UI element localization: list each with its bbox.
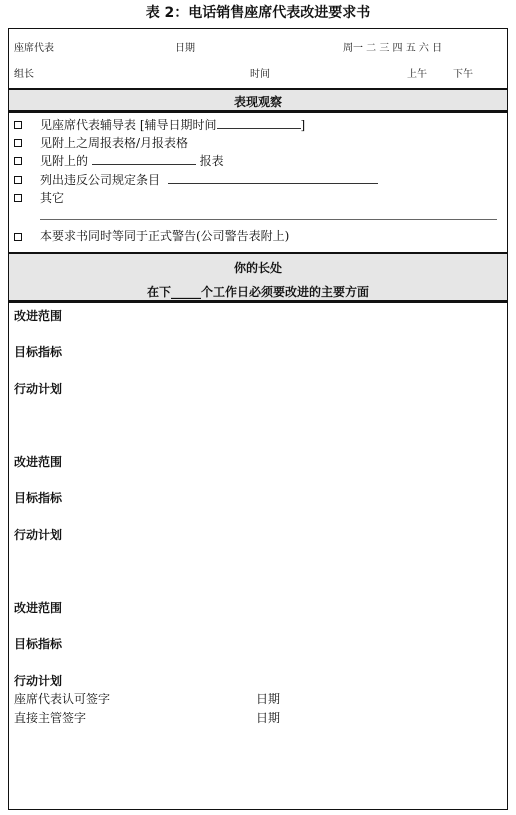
checkbox-coaching-form[interactable]: [14, 121, 22, 129]
improvement-area-label: 改进范围: [14, 455, 63, 469]
checkbox-warning[interactable]: [14, 233, 22, 241]
target-label: 目标指标: [14, 345, 63, 359]
item-weekly-report: 见附上之周报表格/月报表格: [40, 136, 189, 150]
divider: [8, 300, 508, 303]
supervisor-signature-date: 日期: [256, 711, 281, 725]
action-plan-label: 行动计划: [14, 674, 63, 688]
target-label: 目标指标: [14, 637, 63, 651]
pm-option[interactable]: 下午: [453, 69, 473, 80]
improvement-prompt: 在下_____个工作日必须要改进的主要方面: [146, 285, 369, 299]
date-label: 日期: [175, 43, 195, 54]
checkbox-attached-report[interactable]: [14, 157, 22, 165]
divider: [8, 110, 508, 113]
improvement-area-label: 改进范围: [14, 309, 63, 323]
rep-signature-label: 座席代表认可签字: [14, 692, 111, 706]
action-plan-label: 行动计划: [14, 528, 63, 542]
time-label: 时间: [250, 69, 270, 80]
checkbox-violations[interactable]: [14, 176, 22, 184]
other-write-line[interactable]: [40, 219, 497, 220]
page-title: 表 2：电话销售座席代表改进要求书: [145, 5, 371, 21]
target-label: 目标指标: [14, 491, 63, 505]
item-coaching-form: 见座席代表辅导表 [辅导日期时间 ]: [40, 118, 306, 132]
weekday-options[interactable]: 周一 二 三 四 五 六 日: [343, 43, 443, 54]
item-warning: 本要求书同时等同于正式警告(公司警告表附上): [40, 229, 290, 243]
item-attached-report: 见附上的 报表: [40, 154, 224, 168]
item-other: 其它: [40, 191, 65, 205]
rep-label: 座席代表: [14, 43, 54, 54]
observation-heading: 表现观察: [233, 95, 282, 109]
supervisor-signature-label: 直接主管签字: [14, 711, 87, 725]
rep-signature-date: 日期: [256, 692, 281, 706]
strengths-heading: 你的长处: [233, 261, 282, 275]
item-violations: 列出违反公司规定条目: [40, 171, 378, 188]
improvement-area-label: 改进范围: [14, 601, 63, 615]
checkbox-other[interactable]: [14, 194, 22, 202]
action-plan-label: 行动计划: [14, 382, 63, 396]
am-option[interactable]: 上午: [407, 69, 427, 80]
checkbox-weekly-report[interactable]: [14, 139, 22, 147]
leader-label: 组长: [14, 69, 34, 80]
